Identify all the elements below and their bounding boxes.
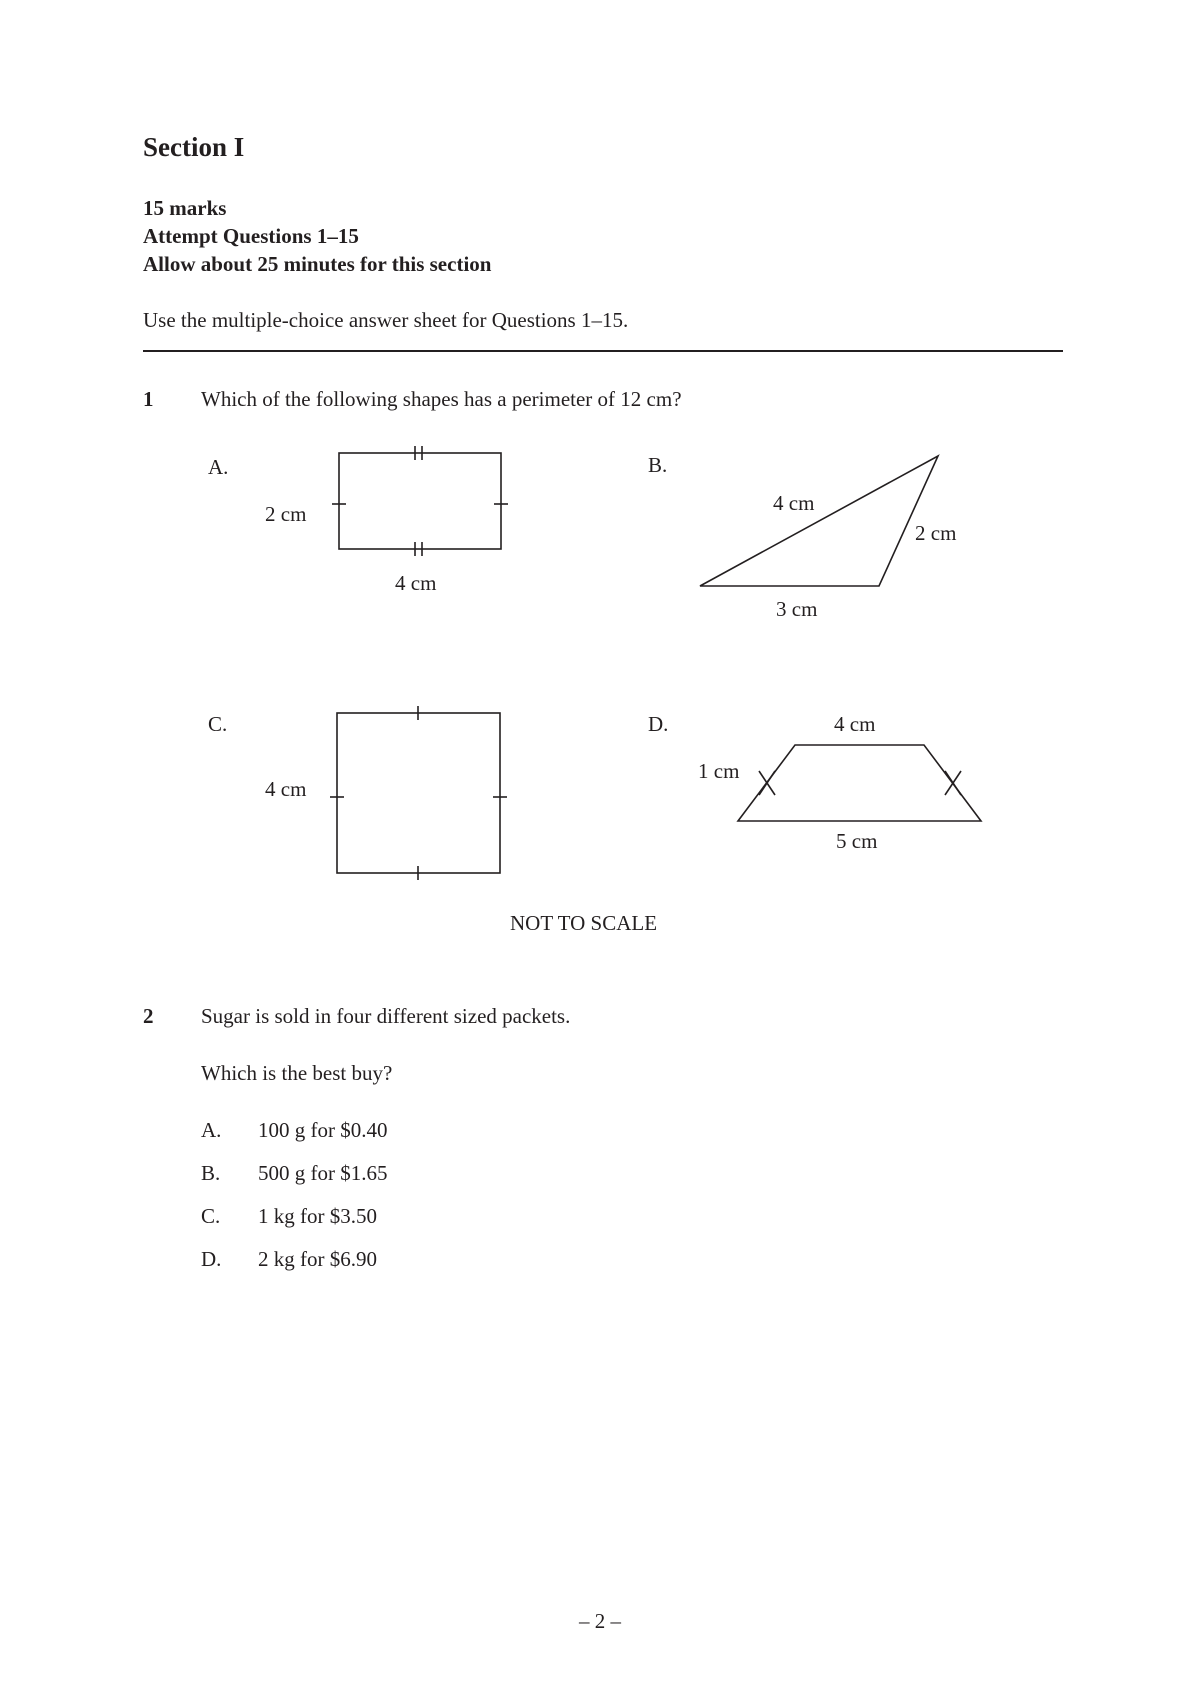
question-2-option-a-text: 100 g for $0.40 [258, 1118, 388, 1142]
question-1-text: Which of the following shapes has a perimeter of 12 cm? [201, 387, 682, 411]
question-2-option-b-letter: B. [201, 1161, 221, 1185]
question-2-option-a-letter: A. [201, 1118, 222, 1142]
shape-a-side-label: 2 cm [265, 502, 307, 526]
not-to-scale-note: NOT TO SCALE [510, 911, 658, 935]
shape-b-triangle [700, 456, 938, 586]
shape-d-left-label: 1 cm [698, 759, 740, 783]
question-2-option-b-text: 500 g for $1.65 [258, 1161, 388, 1185]
question-2-option-d-text: 2 kg for $6.90 [258, 1247, 377, 1271]
question-2-number: 2 [143, 1004, 154, 1028]
shape-a-rectangle [332, 446, 508, 556]
question-2-text: Sugar is sold in four different sized packets. [201, 1004, 571, 1028]
page-number: – 2 – [579, 1609, 621, 1633]
question-2-option-c-letter: C. [201, 1204, 221, 1228]
shape-a-bottom-label: 4 cm [395, 571, 437, 595]
question-1-number: 1 [143, 387, 154, 411]
shape-d-top-label: 4 cm [834, 712, 876, 736]
question-2-prompt: Which is the best buy? [201, 1061, 393, 1085]
question-2-option-d-letter: D. [201, 1247, 222, 1271]
section-marks: 15 marks [143, 196, 227, 220]
shape-b-hypotenuse-label: 4 cm [773, 491, 815, 515]
option-d-letter: D. [648, 712, 669, 736]
shape-d-trapezium [738, 745, 981, 821]
option-a-letter: A. [208, 455, 229, 479]
shape-c-square [330, 706, 507, 880]
option-c-letter: C. [208, 712, 228, 736]
section-attempt: Attempt Questions 1–15 [143, 224, 359, 248]
section-instruction: Use the multiple-choice answer sheet for Questions 1–15. [143, 308, 629, 332]
shape-d-bottom-label: 5 cm [836, 829, 878, 853]
shape-b-right-label: 2 cm [915, 521, 957, 545]
shape-b-bottom-label: 3 cm [776, 597, 818, 621]
shape-c-side-label: 4 cm [265, 777, 307, 801]
section-allow-time: Allow about 25 minutes for this section [143, 252, 492, 276]
section-title: Section I [143, 132, 245, 162]
option-b-letter: B. [648, 453, 668, 477]
question-2-option-c-text: 1 kg for $3.50 [258, 1204, 377, 1228]
